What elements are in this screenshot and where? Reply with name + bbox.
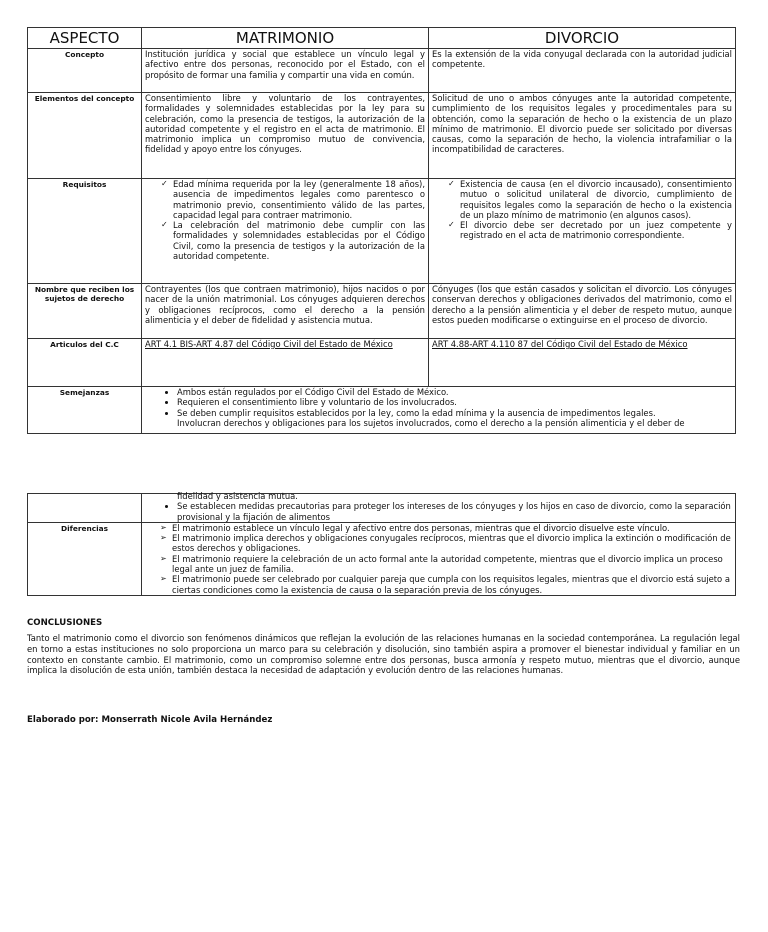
row-diferencias xyxy=(28,522,736,595)
cell-sujetos-divorcio: Cónyuges (los que están casados y solicitan el divorcio. Los cónyuges conservan derechos y obligaciones derivados del matrimonio, como el derecho a la pensión alimenticia y el deber de respeto mutuo, aunque estos pueden modificarse o extinguirse en el proceso de divorcio. xyxy=(429,284,736,339)
row-semejanzas xyxy=(28,387,736,434)
author-name: Monserrath Nicole Avila Hernández xyxy=(101,715,273,725)
row-concepto xyxy=(28,49,736,93)
row-semejanzas-continued xyxy=(28,494,736,523)
row-requisitos xyxy=(28,179,736,284)
conclusiones-heading: CONCLUSIONES xyxy=(27,618,103,628)
header-divorcio: DIVORCIO xyxy=(429,28,736,49)
table-header-row xyxy=(28,28,736,49)
requisito-divorcio-item: ✓ Existencia de causa (en el divorcio incausado), consentimiento mutuo o solicitud unilateral de divorcio, cumplimiento de requisitos legales como la separación de hecho o la existencia de un plazo mínimo de matrimonio (en algunos casos). xyxy=(460,179,732,220)
diferencia-item: ➢ El matrimonio requiere la celebración de un acto formal ante la autoridad competente, mientras que el divorcio implica un proceso legal ante un juez de familia. xyxy=(172,554,732,575)
cell-semejanzas-continued xyxy=(142,491,736,523)
row-articulos xyxy=(28,339,736,387)
row-sujetos xyxy=(28,284,736,339)
cell-articulos-divorcio: ART 4.88-ART 4.110 87 del Código Civil del Estado de México xyxy=(429,339,736,387)
header-matrimonio: MATRIMONIO xyxy=(142,28,429,49)
row-elementos xyxy=(28,93,736,179)
row-label-elementos: Elementos del concepto xyxy=(28,93,142,179)
cell-requisitos-matrimonio xyxy=(142,179,429,284)
diferencia-item: ➢ El matrimonio establece un vínculo legal y afectivo entre dos personas, mientras que el divorcio disuelve este vínculo. xyxy=(172,523,732,533)
author-line xyxy=(27,715,272,725)
cell-concepto-matrimonio: Institución jurídica y social que establece un vínculo legal y afectivo entre dos personas, reconocido por el Estado, con el propósito de formar una familia y compartir una vida en común. xyxy=(142,49,429,93)
semejanza-item: • Se deben cumplir requisitos establecidos por la ley, como la edad mínima y la ausencia de impedimentos legales. xyxy=(177,408,732,418)
conclusiones-text: Tanto el matrimonio como el divorcio son fenómenos dinámicos que reflejan la evolución de las relaciones humanas en la sociedad contemporánea. La regulación legal en torno a estas instituciones no solo proporciona un marco para su celebración y disolución, sino también aspira a promover el bienestar individual y familiar en un contexto en constante cambio. El matrimonio, como un compromiso solemne entre dos personas, busca armonía y respeto mutuo, mientras que el divorcio, aunque implica la disolución de esta unión, también destaca la necesidad de adaptación y evolución dentro de las relaciones humanas. xyxy=(27,633,740,676)
row-label-semejanzas: Semejanzas xyxy=(28,387,142,434)
row-label-sujetos: Nombre que reciben los sujetos de derecho xyxy=(28,284,142,339)
semejanza-item: • Ambos están regulados por el Código Civil del Estado de México. xyxy=(177,387,732,397)
requisito-divorcio-item: ✓ El divorcio debe ser decretado por un juez competente y registrado en el acta de matrimonio correspondiente. xyxy=(460,220,732,241)
header-aspecto: ASPECTO xyxy=(28,28,142,49)
comparison-table xyxy=(27,27,736,434)
semejanza-continuation: fidelidad y asistencia mutua. xyxy=(177,491,298,501)
cell-requisitos-divorcio xyxy=(429,179,736,284)
cell-elementos-matrimonio: Consentimiento libre y voluntario de los contrayentes, formalidades y solemnidades establecidas por la ley para su celebración, como la presencia de testigos, la autorización de la autoridad competente y el registro en el acta de matrimonio. El matrimonio implica un compromiso mutuo de convivencia, fidelidad y apoyo entre los cónyuges. xyxy=(142,93,429,179)
cell-semejanzas xyxy=(142,387,736,434)
row-label-requisitos: Requisitos xyxy=(28,179,142,284)
row-label-diferencias: Diferencias xyxy=(28,522,142,595)
cell-diferencias xyxy=(142,522,736,595)
diferencia-item: ➢ El matrimonio puede ser celebrado por cualquier pareja que cumpla con los requisitos legales, mientras que el divorcio está sujeto a ciertas condiciones como la existencia de causa o la separación previa de los cónyuges. xyxy=(172,574,732,595)
requisito-matrimonio-item: ✓ La celebración del matrimonio debe cumplir con las formalidades y solemnidades establecidas por el Código Civil, como la presencia de testigos y la autorización de la autoridad competente. xyxy=(173,220,425,261)
row-label-articulos: Articulos del C.C xyxy=(28,339,142,387)
author-prefix: Elaborado por: xyxy=(27,715,99,725)
comparison-table-continued xyxy=(27,493,736,596)
semejanza-item: • Involucran derechos y obligaciones para los sujetos involucrados, como el derecho a la pensión alimenticia y el deber de xyxy=(177,418,732,428)
cell-articulos-matrimonio: ART 4.1 BIS-ART 4.87 del Código Civil del Estado de México xyxy=(142,339,429,387)
semejanza-item: • Se establecen medidas precautorias para proteger los intereses de los cónyuges y los hijos en caso de divorcio, como la separación provisional y la fijación de alimentos xyxy=(177,501,732,522)
row-label-concepto: Concepto xyxy=(28,49,142,93)
cell-concepto-divorcio: Es la extensión de la vida conyugal declarada con la autoridad judicial competente. xyxy=(429,49,736,93)
semejanza-item: • Requieren el consentimiento libre y voluntario de los involucrados. xyxy=(177,397,732,407)
cell-sujetos-matrimonio: Contrayentes (los que contraen matrimonio), hijos nacidos o por nacer de la unión matrimonial. Los cónyuges adquieren derechos y obligaciones recíprocos, como el derecho a la pensión alimenticia y el deber de fidelidad y asistencia mutua. xyxy=(142,284,429,339)
row-label-empty xyxy=(28,494,142,523)
cell-elementos-divorcio: Solicitud de uno o ambos cónyuges ante la autoridad competente, cumplimiento de los requisitos legales y procedimentales para su obtención, como la separación de hecho o la existencia de un plazo mínimo de matrimonio. El divorcio puede ser solicitado por diversas causas, como la separación de hecho, la violencia intrafamiliar o la incompatibilidad de caracteres. xyxy=(429,93,736,179)
requisito-matrimonio-item: ✓ Edad mínima requerida por la ley (generalmente 18 años), ausencia de impedimentos legales como parentesco o matrimonio previo, consentimiento válido de las partes, capacidad legal para contraer matrimonio. xyxy=(173,179,425,220)
diferencia-item: ➢ El matrimonio implica derechos y obligaciones conyugales recíprocos, mientras que el divorcio implica la extinción o modificación de estos derechos y obligaciones. xyxy=(172,533,732,554)
